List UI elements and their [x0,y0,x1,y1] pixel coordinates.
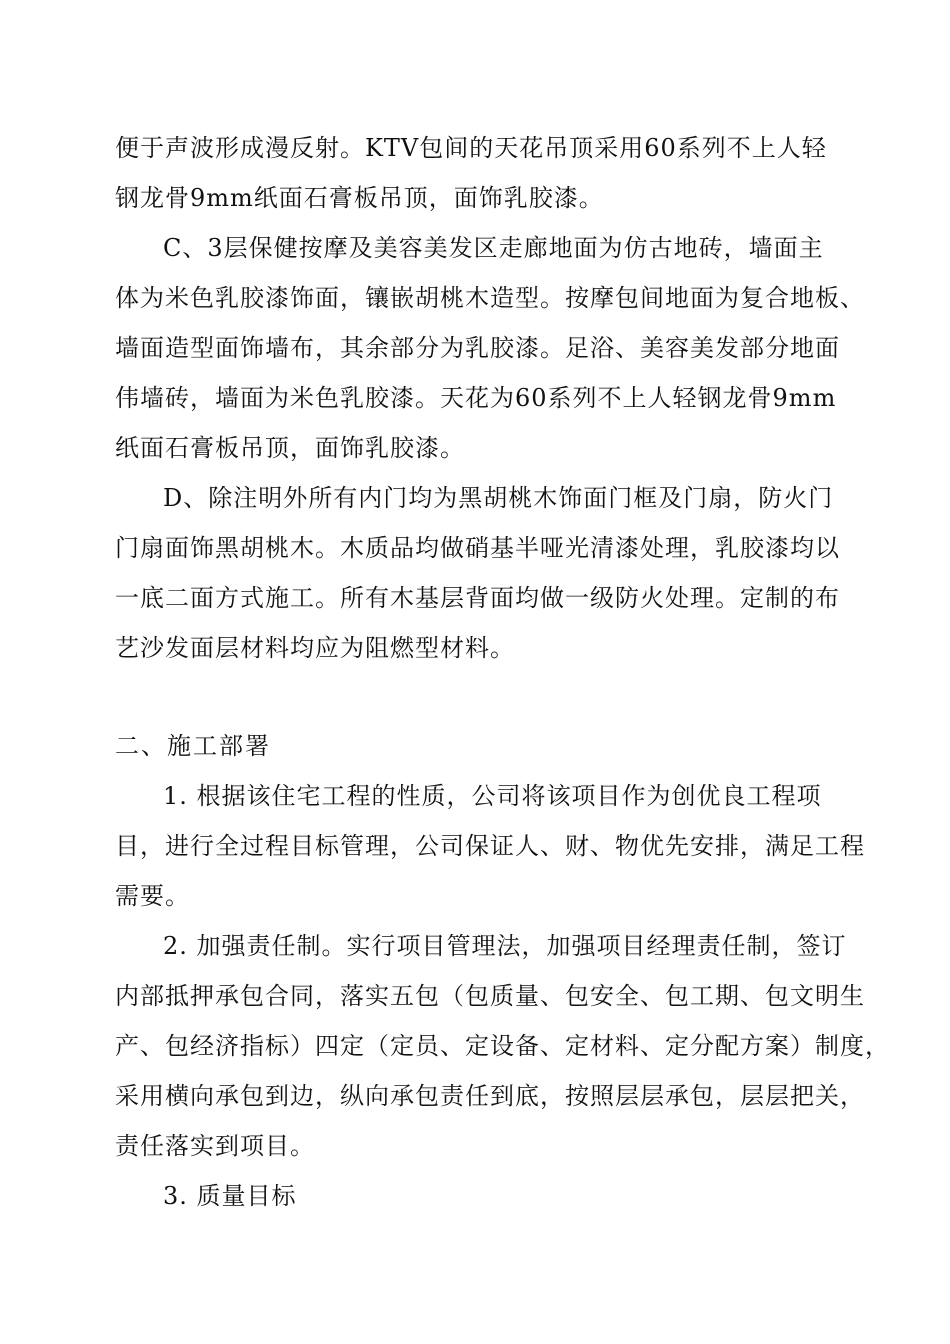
item-2-start: 2. 加强责任制。实行项目管理法，加强项目经理责任制，签订 [163,932,847,960]
item-1-start: 1. 根据该住宅工程的性质，公司将该项目作为创优良工程项 [163,782,822,810]
text-line: 责任落实到项目。 [115,1132,315,1160]
text-line: 门扇面饰黑胡桃木。木质品均做硝基半哑光清漆处理，乳胶漆均以 [115,534,840,562]
text-line: 艺沙发面层材料均应为阻燃型材料。 [115,634,515,662]
text-line: 伟墙砖，墙面为米色乳胶漆。天花为60系列不上人轻钢龙骨9mm [115,384,837,412]
paragraph-d-start: D、除注明外所有内门均为黑胡桃木饰面门框及门扇，防火门 [163,484,834,512]
text-line: 目，进行全过程目标管理，公司保证人、财、物优先安排，满足工程 [115,832,865,860]
text-line: 墙面造型面饰墙布，其余部分为乳胶漆。足浴、美容美发部分地面 [115,334,840,362]
text-line: 纸面石膏板吊顶，面饰乳胶漆。 [115,434,465,462]
text-line: 产、包经济指标）四定（定员、定设备、定材料、定分配方案）制度， [115,1032,890,1060]
text-line: 钢龙骨9mm纸面石膏板吊顶，面饰乳胶漆。 [115,184,604,212]
text-line: 需要。 [115,882,190,910]
text-line: 体为米色乳胶漆饰面，镶嵌胡桃木造型。按摩包间地面为复合地板、 [115,284,865,312]
text-line: 一底二面方式施工。所有木基层背面均做一级防火处理。定制的布 [115,584,840,612]
section-heading: 二、施工部署 [115,732,271,760]
text-line: 便于声波形成漫反射。KTV包间的天花吊顶采用60系列不上人轻 [115,134,827,162]
text-line: 内部抵押承包合同，落实五包（包质量、包安全、包工期、包文明生 [115,982,865,1010]
text-line: 采用横向承包到边，纵向承包责任到底，按照层层承包，层层把关， [115,1082,865,1110]
item-3-heading: 3. 质量目标 [163,1182,297,1210]
paragraph-c-start: C、3层保健按摩及美容美发区走廊地面为仿古地砖，墙面主 [163,234,824,262]
